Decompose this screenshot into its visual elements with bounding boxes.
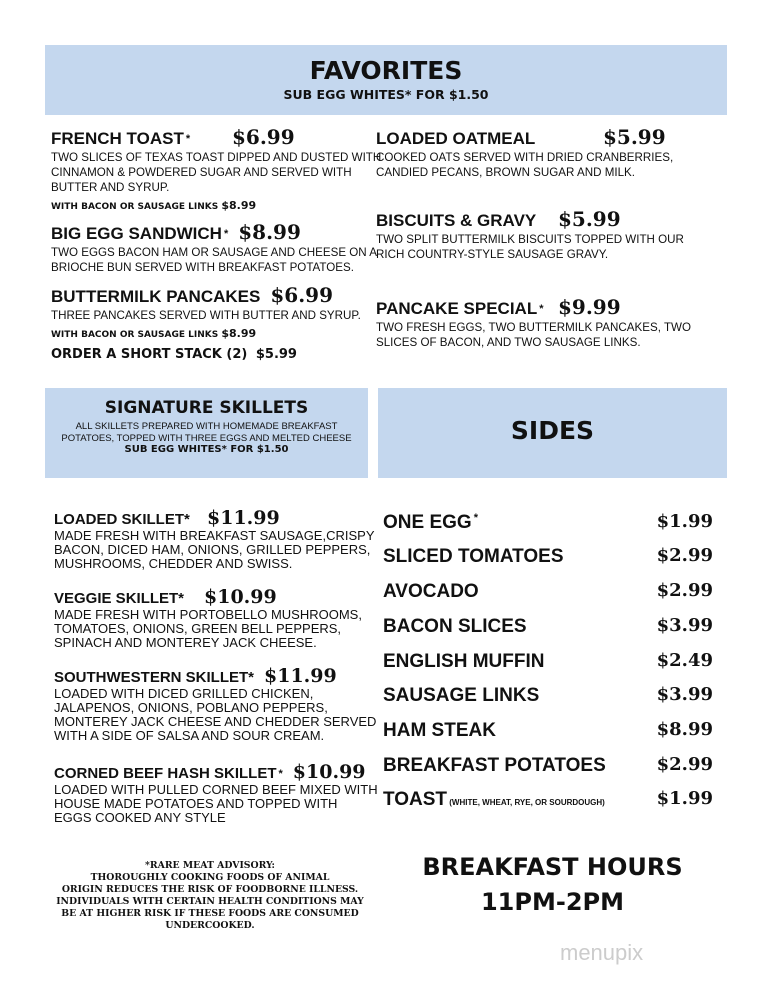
item-title xyxy=(376,208,684,230)
item-name: SOUTHWESTERN SKILLET* xyxy=(54,669,255,686)
item-price: $11.99 xyxy=(264,665,337,687)
item-price: $5.99 xyxy=(558,207,621,231)
favorites-subtitle: SUB EGG WHITES* FOR $1.50 xyxy=(283,87,489,102)
side-item xyxy=(383,720,713,742)
item-name-wrap xyxy=(376,128,593,150)
description-line: HOUSE MADE POTATOES AND TOPPED WITH xyxy=(54,796,338,811)
item-title xyxy=(54,507,375,529)
description-line: TOMATOES, ONIONS, GREEN BELL PEPPERS, xyxy=(54,621,342,636)
item-name: CORNED BEEF HASH SKILLET xyxy=(54,765,277,782)
item-price: $10.99 xyxy=(204,586,277,608)
side-price: $2.99 xyxy=(656,580,713,601)
item-name-wrap xyxy=(51,223,228,245)
menu-item xyxy=(376,296,691,350)
description-line: COOKED OATS SERVED WITH DRIED CRANBERRIES, xyxy=(376,151,674,164)
menu-item xyxy=(51,284,361,340)
hours-time: 11PM-2PM xyxy=(480,888,624,916)
menu-item xyxy=(54,507,375,571)
item-description xyxy=(376,232,684,262)
description-line: MONTEREY JACK CHEESE AND CHEDDER SERVED xyxy=(54,714,377,729)
item-name: LOADED OATMEAL xyxy=(376,129,536,148)
description-line: TWO EGGS BACON HAM OR SAUSAGE AND CHEESE ON A xyxy=(51,246,377,259)
item-description xyxy=(376,150,673,180)
item-name: VEGGIE SKILLET* xyxy=(54,590,185,607)
item-title xyxy=(376,296,691,318)
description-line: CINNAMON & POWDERED SUGAR AND SERVED WITH xyxy=(51,166,352,179)
side-name: ONE EGG xyxy=(383,512,472,533)
asterisk: * xyxy=(185,133,191,145)
addon-price: $8.99 xyxy=(221,199,257,212)
asterisk: * xyxy=(278,768,283,780)
menu-item xyxy=(54,586,362,650)
item-addon xyxy=(51,327,361,340)
short-stack-price: $5.99 xyxy=(255,347,297,362)
side-price: $2.99 xyxy=(656,545,713,566)
side-price: $2.99 xyxy=(656,754,713,775)
description-line: JALAPENOS, ONIONS, POBLANO PEPPERS, xyxy=(54,700,328,715)
side-item xyxy=(383,546,713,568)
item-price: $6.99 xyxy=(270,283,333,307)
item-price: $5.99 xyxy=(603,125,666,149)
description-line: CANDIED PECANS, BROWN SUGAR AND MILK. xyxy=(376,166,635,179)
description-line: LOADED WITH DICED GRILLED CHICKEN, xyxy=(54,686,314,701)
skillets-header xyxy=(45,388,368,478)
side-item xyxy=(383,616,713,638)
addon-label: WITH BACON OR SAUSAGE LINKS xyxy=(51,330,222,340)
side-price: $8.99 xyxy=(656,719,713,740)
menu-item xyxy=(376,208,684,262)
short-stack-label: ORDER A SHORT STACK (2) xyxy=(51,347,248,362)
description-line: BRIOCHE BUN SERVED WITH BREAKFAST POTATOES. xyxy=(51,261,354,274)
menu-item xyxy=(51,126,381,212)
item-title xyxy=(51,126,381,148)
advisory-line: INDIVIDUALS WITH CERTAIN HEALTH CONDITIONS MAY xyxy=(56,896,364,907)
watermark: menupix xyxy=(560,940,644,965)
description-line: LOADED WITH PULLED CORNED BEEF MIXED WITH xyxy=(54,782,378,797)
rare-meat-advisory xyxy=(45,860,375,932)
description-line: TWO FRESH EGGS, TWO BUTTERMILK PANCAKES, TWO xyxy=(376,321,691,334)
description-line: WITH A SIDE OF SALSA AND SOUR CREAM. xyxy=(54,728,325,743)
item-description xyxy=(51,245,377,275)
item-description xyxy=(54,608,362,650)
side-name: BACON SLICES xyxy=(383,616,527,637)
favorites-title: FAVORITES xyxy=(309,56,463,85)
item-title xyxy=(51,221,377,243)
item-price: $6.99 xyxy=(232,125,295,149)
description-line: RICH COUNTRY-STYLE SAUSAGE GRAVY. xyxy=(376,248,609,261)
description-line: MADE FRESH WITH PORTOBELLO MUSHROOMS, xyxy=(54,607,362,622)
side-note: (WHITE, WHEAT, RYE, OR SOURDOUGH) xyxy=(447,798,605,807)
favorites-header xyxy=(45,45,727,115)
item-name: BUTTERMILK PANCAKES xyxy=(51,287,261,306)
item-name: BIG EGG SANDWICH xyxy=(51,224,222,243)
item-description xyxy=(54,783,378,825)
side-price: $3.99 xyxy=(656,684,713,705)
side-item xyxy=(383,685,713,707)
sides-title: SIDES xyxy=(510,416,595,445)
description-line: SLICES OF BACON, AND TWO SAUSAGE LINKS. xyxy=(376,336,641,349)
skillets-sub: SUB EGG WHITES* FOR $1.50 xyxy=(124,444,289,455)
description-line: EGGS COOKED ANY STYLE xyxy=(54,810,226,825)
item-title xyxy=(54,665,376,687)
menu-item xyxy=(51,221,377,275)
item-name: LOADED SKILLET* xyxy=(54,511,190,528)
side-name: HAM STEAK xyxy=(383,720,496,741)
breakfast-hours xyxy=(385,850,720,920)
description-line: BUTTER AND SYRUP. xyxy=(51,181,170,194)
item-description xyxy=(51,150,381,195)
short-stack xyxy=(51,347,297,362)
advisory-line: ORIGIN REDUCES THE RISK OF FOODBORNE ILLNESS. xyxy=(61,884,359,895)
item-price: $11.99 xyxy=(207,507,280,529)
side-price: $1.99 xyxy=(656,788,713,809)
item-name: FRENCH TOAST xyxy=(51,129,184,148)
side-name: TOAST xyxy=(383,789,448,810)
description-line: MADE FRESH WITH BREAKFAST SAUSAGE,CRISPY xyxy=(54,528,375,543)
side-item xyxy=(383,651,713,673)
side-name: SAUSAGE LINKS xyxy=(383,685,540,706)
side-name: ENGLISH MUFFIN xyxy=(383,651,545,672)
asterisk: * xyxy=(223,228,229,240)
item-name-wrap xyxy=(376,210,548,232)
side-item xyxy=(383,512,713,534)
item-name: PANCAKE SPECIAL xyxy=(376,299,538,318)
description-line: BACON, DICED HAM, ONIONS, GRILLED PEPPERS, xyxy=(54,542,371,557)
side-price: $1.99 xyxy=(656,511,713,532)
description-line: TWO SLICES OF TEXAS TOAST DIPPED AND DUSTED WITH xyxy=(51,151,382,164)
asterisk: * xyxy=(539,303,544,315)
item-price: $10.99 xyxy=(292,761,366,783)
side-name: BREAKFAST POTATOES xyxy=(383,755,606,776)
description-line: THREE PANCAKES SERVED WITH BUTTER AND SYRUP. xyxy=(51,309,361,322)
menu-item xyxy=(54,665,376,743)
description-line: SPINACH AND MONTEREY JACK CHEESE. xyxy=(54,635,317,650)
asterisk: * xyxy=(473,512,478,524)
advisory-line: BE AT HIGHER RISK IF THESE FOODS ARE CONSUMED xyxy=(61,908,359,919)
advisory-line: *RARE MEAT ADVISORY: xyxy=(145,860,275,871)
item-title xyxy=(54,586,362,608)
item-description xyxy=(51,308,361,323)
side-price: $3.99 xyxy=(656,615,713,636)
item-description xyxy=(54,529,375,571)
menu-item xyxy=(54,761,378,825)
item-name-wrap xyxy=(51,286,260,308)
item-name-wrap xyxy=(376,298,548,320)
item-description xyxy=(376,320,691,350)
item-name: BISCUITS & GRAVY xyxy=(376,211,537,230)
side-name: SLICED TOMATOES xyxy=(383,546,564,567)
description-line: TWO SPLIT BUTTERMILK BISCUITS TOPPED WITH OUR xyxy=(376,233,684,246)
item-title xyxy=(376,126,673,148)
side-item xyxy=(383,755,713,777)
hours-title: BREAKFAST HOURS xyxy=(422,853,683,881)
side-price: $2.49 xyxy=(656,650,713,671)
addon-label: WITH BACON OR SAUSAGE LINKS xyxy=(51,202,222,212)
side-item xyxy=(383,789,713,811)
advisory-line: UNDERCOOKED. xyxy=(165,920,255,931)
side-name: AVOCADO xyxy=(383,581,479,602)
skillets-title: SIGNATURE SKILLETS xyxy=(104,398,309,418)
addon-price: $8.99 xyxy=(221,327,257,340)
sides-header xyxy=(378,388,727,478)
menu-item xyxy=(376,126,673,180)
description-line: MUSHROOMS, CHEDDER AND SWISS. xyxy=(54,556,293,571)
skillets-desc-1: ALL SKILLETS PREPARED WITH HOMEMADE BREAKFAST xyxy=(75,421,338,432)
skillets-desc-2: POTATOES, TOPPED WITH THREE EGGS AND MELTED CHEESE xyxy=(61,433,352,444)
item-name-wrap xyxy=(51,128,222,150)
item-title xyxy=(54,761,378,783)
item-price: $9.99 xyxy=(558,295,621,319)
item-addon xyxy=(51,199,381,212)
item-price: $8.99 xyxy=(238,220,301,244)
item-title xyxy=(51,284,361,306)
advisory-line: THOROUGHLY COOKING FOODS OF ANIMAL xyxy=(90,872,330,883)
item-description xyxy=(54,687,376,743)
side-item xyxy=(383,581,713,603)
